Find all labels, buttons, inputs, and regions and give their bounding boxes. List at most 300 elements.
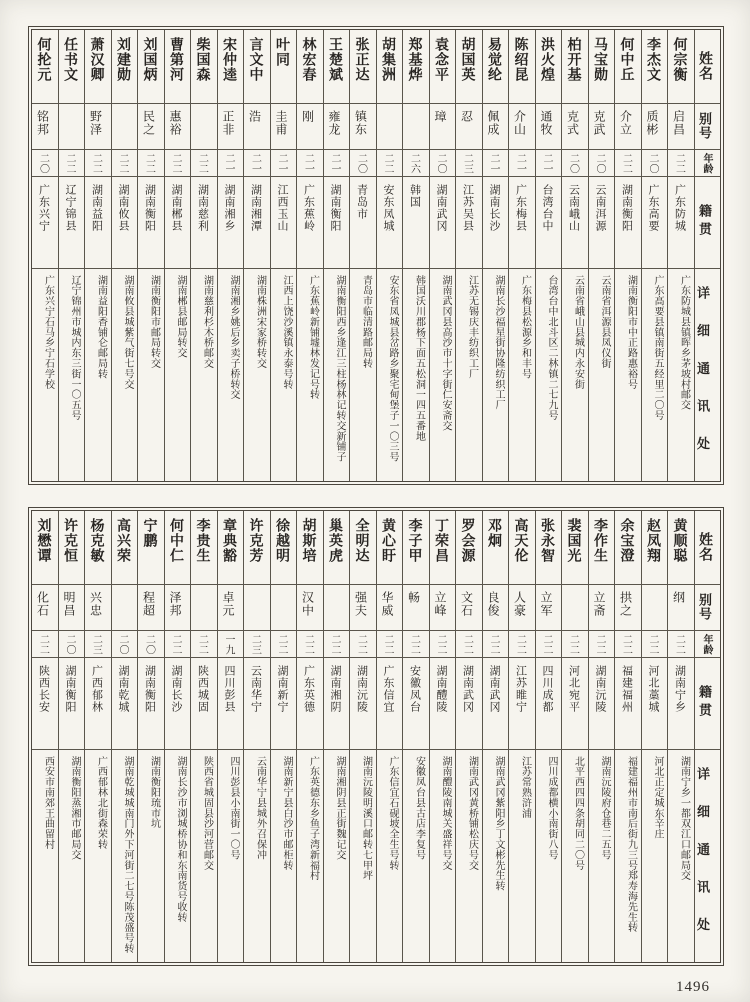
person-origin-cell: 湖南衡阳 [138, 177, 164, 269]
person-address-cell: 湖南衡阳蒸湘市邮局交 [69, 756, 80, 860]
person-age-cell: 二〇 [562, 150, 588, 177]
person-name-cell: 许克芳 [244, 511, 270, 585]
person-origin-cell: 安东凤城 [377, 177, 403, 269]
person-address-cell: 江西上饶沙溪镇永泰号转 [281, 275, 292, 390]
person-origin-cell: 湖南沅陵 [589, 658, 615, 750]
person-name-cell: 全明达 [350, 511, 376, 585]
person-age-cell: 二二 [191, 631, 217, 658]
person-name-cell: 袁念平 [430, 30, 456, 104]
person-column [615, 511, 642, 962]
person-alias-cell [112, 104, 138, 150]
person-age-cell: 二六 [403, 150, 429, 177]
person-origin-cell: 云南华宁 [244, 658, 270, 750]
person-column [350, 30, 377, 481]
person-address-cell: 湖南衡阳市中正路惠裕号 [625, 275, 637, 390]
person-column [165, 511, 192, 962]
person-origin-cell: 湖南新宁 [271, 658, 297, 750]
person-origin-cell: 四川彭县 [218, 658, 244, 750]
person-alias-cell: 兴忠 [85, 585, 111, 631]
person-name-cell: 宋仲逵 [218, 30, 244, 104]
person-alias-cell: 良俊 [483, 585, 509, 631]
person-origin-cell: 湖南慈利 [191, 177, 217, 269]
person-column [536, 30, 563, 481]
person-origin-cell: 福建福州 [615, 658, 641, 750]
person-alias-cell [191, 585, 217, 631]
person-origin-cell: 湖南湘阴 [324, 658, 350, 750]
person-column [403, 511, 430, 962]
person-origin-cell: 湖南湘乡 [218, 177, 244, 269]
person-age-cell: 二二 [589, 631, 615, 658]
person-origin-cell: 江苏睢宁 [509, 658, 535, 750]
person-age-cell: 二一 [271, 150, 297, 177]
person-column [112, 30, 139, 481]
person-name-cell: 胡国英 [456, 30, 482, 104]
person-column [297, 511, 324, 962]
person-name-cell: 何中丘 [615, 30, 641, 104]
person-age-cell: 二二 [615, 150, 641, 177]
person-name-cell: 陈绍昆 [509, 30, 535, 104]
person-name-cell: 裴国光 [562, 511, 588, 585]
person-address-cell: 青岛市临清路邮局转 [360, 275, 372, 369]
person-age-cell: 二二 [165, 631, 191, 658]
header-column [695, 30, 721, 481]
person-name-cell: 李作生 [589, 511, 615, 585]
person-column [642, 511, 669, 962]
person-origin-cell: 安徽凤台 [403, 658, 429, 750]
person-column [32, 511, 59, 962]
person-column [483, 30, 510, 481]
person-alias-cell: 立斋 [589, 585, 615, 631]
person-age-cell: 二二 [483, 631, 509, 658]
person-address-cell: 湖南沅陵府仓巷二五号 [599, 756, 610, 860]
person-origin-cell: 湖南益阳 [85, 177, 111, 269]
person-alias-cell: 佩成 [483, 104, 509, 150]
person-address-cell: 广东防城县镇晖乡茅坡村邮交 [678, 275, 690, 411]
person-column [138, 511, 165, 962]
person-address-cell: 广西郁林北街森荣转 [95, 756, 107, 850]
person-alias-cell: 介立 [615, 104, 641, 150]
person-column [350, 511, 377, 962]
person-column [403, 30, 430, 481]
person-address-cell: 湖南武冈紫阳乡丁文彬先生转 [493, 756, 504, 892]
person-age-cell: 二二 [403, 631, 429, 658]
person-age-cell: 二二 [562, 631, 588, 658]
person-column [59, 511, 86, 962]
person-address-cell: 湖南慈利杉木桥邮交 [201, 275, 213, 369]
person-name-cell: 赵凤翔 [642, 511, 668, 585]
person-name-cell: 林宏春 [297, 30, 323, 104]
person-origin-cell: 广西郁林 [85, 658, 111, 750]
header-origin-label: 籍贯 [695, 177, 721, 269]
person-alias-cell: 克武 [589, 104, 615, 150]
person-age-cell: 二三 [456, 150, 482, 177]
person-origin-cell: 广东高要 [642, 177, 668, 269]
person-column [642, 30, 669, 481]
person-name-cell: 刘国炳 [138, 30, 164, 104]
person-address-cell: 湖南武冈县高沙市十字街仁安斋交 [440, 275, 451, 431]
person-column [218, 30, 245, 481]
person-age-cell: 二二 [297, 631, 323, 658]
person-name-cell: 余宝澄 [615, 511, 641, 585]
person-name-cell: 曹第河 [165, 30, 191, 104]
person-name-cell: 罗会源 [456, 511, 482, 585]
person-name-cell: 高天伦 [509, 511, 535, 585]
person-name-cell: 刘懋谭 [32, 511, 58, 585]
person-column [271, 30, 298, 481]
person-address-cell: 湖南湘乡姚后乡卖子桥转交 [228, 275, 239, 400]
person-age-cell: 二一 [536, 150, 562, 177]
person-age-cell: 二二 [191, 150, 217, 177]
person-address-cell: 湖南湘阴县正街魏记交 [334, 756, 345, 860]
person-name-cell: 柏开基 [562, 30, 588, 104]
person-name-cell: 何中仁 [165, 511, 191, 585]
person-address-cell: 湖南郴县邮局转交 [175, 275, 186, 359]
person-age-cell: 二二 [377, 150, 403, 177]
person-name-cell: 何宗衡 [668, 30, 694, 104]
person-alias-cell: 立军 [536, 585, 562, 631]
person-age-cell: 二〇 [112, 631, 138, 658]
person-origin-cell: 陕西城固 [191, 658, 217, 750]
person-column [377, 30, 404, 481]
person-name-cell: 巢英虎 [324, 511, 350, 585]
person-origin-cell: 辽宁锦县 [59, 177, 85, 269]
person-alias-cell: 畅 [403, 585, 429, 631]
person-alias-cell [271, 585, 297, 631]
person-column [430, 511, 457, 962]
person-column [85, 30, 112, 481]
person-column [562, 30, 589, 481]
header-column [695, 511, 721, 962]
person-alias-cell: 质彬 [642, 104, 668, 150]
person-age-cell: 二一 [324, 150, 350, 177]
person-alias-cell [112, 585, 138, 631]
person-column [165, 30, 192, 481]
person-alias-cell: 忍 [456, 104, 482, 150]
person-age-cell: 二二 [324, 631, 350, 658]
person-column [324, 30, 351, 481]
person-address-cell: 湖南新宁县白沙市邮柜转 [281, 756, 292, 871]
person-alias-cell: 介山 [509, 104, 535, 150]
person-age-cell: 一九 [218, 631, 244, 658]
person-age-cell: 二二 [138, 150, 164, 177]
person-address-cell: 江苏常熟浒浦 [519, 756, 531, 819]
person-alias-cell: 克式 [562, 104, 588, 150]
person-name-cell: 邓炯 [483, 511, 509, 585]
person-origin-cell: 广东信宜 [377, 658, 403, 750]
person-column [377, 511, 404, 962]
header-age-label: 年龄 [695, 631, 721, 658]
person-name-cell: 叶同 [271, 30, 297, 104]
person-origin-cell: 湖南湘潭 [244, 177, 270, 269]
person-alias-cell: 民之 [138, 104, 164, 150]
person-address-cell: 安东省凤城县岔路乡聚宅甸堡子一〇三号 [387, 275, 398, 463]
person-name-cell: 张永智 [536, 511, 562, 585]
person-name-cell: 章典豁 [218, 511, 244, 585]
person-column [32, 30, 59, 481]
person-column [112, 511, 139, 962]
person-column [297, 30, 324, 481]
person-address-cell: 辽宁锦州市城内东三街一〇五号 [69, 275, 80, 421]
person-address-cell: 湖南宁乡一都双江口邮局交 [678, 756, 690, 881]
person-origin-cell: 湖南武冈 [483, 658, 509, 750]
person-address-cell: 湖南衡阳西乡逢江三柱杨林记转交新铺子 [334, 275, 345, 463]
person-origin-cell: 四川成都 [536, 658, 562, 750]
person-age-cell: 二二 [456, 631, 482, 658]
person-address-cell: 四川成都横小南街八号 [546, 756, 557, 860]
person-name-cell: 高兴荣 [112, 511, 138, 585]
person-alias-cell: 圭甫 [271, 104, 297, 150]
person-origin-cell: 湖南醴陵 [430, 658, 456, 750]
person-column [668, 30, 695, 481]
person-name-cell: 刘建勋 [112, 30, 138, 104]
header-origin-label: 籍贯 [695, 658, 721, 750]
person-column [562, 511, 589, 962]
person-address-cell: 北平西四四条胡同二〇号 [572, 756, 584, 871]
person-column [244, 511, 271, 962]
person-age-cell: 二二 [271, 631, 297, 658]
person-address-cell: 四川彭县小南街一〇号 [228, 756, 239, 860]
person-age-cell: 二二 [509, 631, 535, 658]
person-origin-cell: 湖南郴县 [165, 177, 191, 269]
person-alias-cell: 明昌 [59, 585, 85, 631]
person-origin-cell: 湖南攸县 [112, 177, 138, 269]
person-origin-cell: 云南峨山 [562, 177, 588, 269]
person-alias-cell: 立峰 [430, 585, 456, 631]
person-address-cell: 湖南攸县城紫气街七号交 [122, 275, 133, 390]
person-name-cell: 郑基烨 [403, 30, 429, 104]
person-alias-cell: 铭邦 [32, 104, 58, 150]
person-alias-cell: 正非 [218, 104, 244, 150]
person-origin-cell: 湖南武冈 [456, 658, 482, 750]
person-name-cell: 丁荣昌 [430, 511, 456, 585]
person-address-cell: 湖南醴陵南城关盛祥号交 [440, 756, 451, 871]
person-column [483, 511, 510, 962]
person-origin-cell: 江苏吴县 [456, 177, 482, 269]
person-column [191, 511, 218, 962]
person-age-cell: 二二 [59, 150, 85, 177]
person-origin-cell: 湖南乾城 [112, 658, 138, 750]
person-age-cell: 二一 [297, 150, 323, 177]
person-age-cell: 二〇 [430, 150, 456, 177]
person-name-cell: 许克恒 [59, 511, 85, 585]
person-column [85, 511, 112, 962]
person-column [218, 511, 245, 962]
header-alias-label: 别号 [695, 585, 721, 631]
person-alias-cell: 惠裕 [165, 104, 191, 150]
person-origin-cell: 湖南衡阳 [138, 658, 164, 750]
person-address-cell: 湖南衡阳琉市坑 [148, 756, 160, 829]
person-name-cell: 黄顺聪 [668, 511, 694, 585]
person-origin-cell: 广东防城 [668, 177, 694, 269]
person-name-cell: 洪火煌 [536, 30, 562, 104]
person-alias-cell: 人豪 [509, 585, 535, 631]
person-address-cell: 云南华宁县城外召保冲 [254, 756, 266, 860]
person-origin-cell: 江西玉山 [271, 177, 297, 269]
person-alias-cell: 泽邦 [165, 585, 191, 631]
person-address-cell: 韩国沃川郡杨下面五松洞一四五番地 [413, 275, 425, 442]
person-address-cell: 湖南长沙市浏城桥协和东南货号收转 [175, 756, 186, 923]
person-age-cell: 二〇 [350, 150, 376, 177]
person-age-cell: 二一 [483, 150, 509, 177]
header-name-label: 姓名 [695, 511, 721, 585]
person-column [324, 511, 351, 962]
person-origin-cell: 湖南衡阳 [59, 658, 85, 750]
person-age-cell: 二二 [668, 631, 694, 658]
person-alias-cell [403, 104, 429, 150]
person-address-cell: 广东信宜石砚坡全生号转 [387, 756, 398, 871]
person-column [430, 30, 457, 481]
person-alias-cell [244, 585, 270, 631]
person-age-cell: 二二 [112, 150, 138, 177]
person-alias-cell [562, 585, 588, 631]
person-origin-cell: 湖南长沙 [483, 177, 509, 269]
person-origin-cell: 云南洱源 [589, 177, 615, 269]
person-origin-cell: 广东梅县 [509, 177, 535, 269]
person-age-cell: 二二 [377, 631, 403, 658]
person-age-cell: 二二 [430, 631, 456, 658]
person-column [668, 511, 695, 962]
person-age-cell: 二二 [165, 150, 191, 177]
header-address-label: 详细通讯处 [695, 285, 710, 475]
person-name-cell: 徐越明 [271, 511, 297, 585]
person-alias-cell: 卓元 [218, 585, 244, 631]
person-address-cell: 广东兴宁石马乡宁石学校 [42, 275, 54, 390]
person-address-cell: 台湾台中北斗区二林镇二七九号 [546, 275, 557, 421]
person-column [509, 30, 536, 481]
person-address-cell: 云南省峨山县城内永安街 [572, 275, 584, 390]
person-alias-cell: 通牧 [536, 104, 562, 150]
person-column [536, 511, 563, 962]
person-name-cell: 黄心盱 [377, 511, 403, 585]
person-alias-cell: 汉中 [297, 585, 323, 631]
person-alias-cell: 雍龙 [324, 104, 350, 150]
person-name-cell: 马宝勋 [589, 30, 615, 104]
person-age-cell: 二一 [218, 150, 244, 177]
person-alias-cell [191, 104, 217, 150]
person-name-cell: 王楚斌 [324, 30, 350, 104]
person-column [589, 511, 616, 962]
person-alias-cell: 镇东 [350, 104, 376, 150]
person-address-cell: 安徽凤台县古店李复号 [413, 756, 425, 860]
header-name-label: 姓名 [695, 30, 721, 104]
person-name-cell: 言文中 [244, 30, 270, 104]
person-alias-cell: 纲 [668, 585, 694, 631]
person-address-cell: 江苏无锡庆丰纺织工厂 [466, 275, 478, 379]
header-alias-label: 别号 [695, 104, 721, 150]
person-address-cell: 湖南株洲宋家桥转交 [254, 275, 266, 369]
person-alias-cell: 启昌 [668, 104, 694, 150]
person-alias-cell [642, 585, 668, 631]
person-name-cell: 张正达 [350, 30, 376, 104]
person-origin-cell: 青岛市 [350, 177, 376, 269]
person-age-cell: 二二 [615, 631, 641, 658]
person-name-cell: 萧汉卿 [85, 30, 111, 104]
person-address-cell: 湖南武冈黄桥铺松庆号交 [466, 756, 478, 871]
person-alias-cell: 野泽 [85, 104, 111, 150]
person-age-cell: 二〇 [59, 631, 85, 658]
person-address-cell: 云南省洱源县凤仪街 [599, 275, 610, 369]
person-name-cell: 李子甲 [403, 511, 429, 585]
person-name-cell: 李贵生 [191, 511, 217, 585]
person-address-cell: 福建福州市南后街九三号郑寿海先生转 [625, 756, 637, 933]
person-name-cell: 杨克敏 [85, 511, 111, 585]
person-column [59, 30, 86, 481]
person-origin-cell: 湖南宁乡 [668, 658, 694, 750]
person-age-cell: 二二 [350, 631, 376, 658]
person-address-cell: 广东梅县松源乡和丰号 [519, 275, 531, 379]
person-origin-cell: 河北宛平 [562, 658, 588, 750]
person-age-cell: 二二 [32, 631, 58, 658]
person-origin-cell: 湖南衡阳 [615, 177, 641, 269]
person-address-cell: 湖南长沙福星街协隆纺织工厂 [493, 275, 504, 411]
person-origin-cell: 韩国 [403, 177, 429, 269]
person-age-cell: 二〇 [138, 631, 164, 658]
person-address-cell: 河北正定城东辛庄 [652, 756, 663, 840]
person-column [244, 30, 271, 481]
person-column [138, 30, 165, 481]
person-age-cell: 二二 [85, 150, 111, 177]
person-alias-cell: 强夫 [350, 585, 376, 631]
person-alias-cell: 刚 [297, 104, 323, 150]
person-address-cell: 广东英德东乡鱼子湾新福村 [307, 756, 319, 881]
person-origin-cell: 广东英德 [297, 658, 323, 750]
person-alias-cell: 程超 [138, 585, 164, 631]
person-origin-cell: 陕西长安 [32, 658, 58, 750]
person-origin-cell: 湖南长沙 [165, 658, 191, 750]
person-age-cell: 二〇 [32, 150, 58, 177]
person-alias-cell: 浩 [244, 104, 270, 150]
person-column [456, 511, 483, 962]
person-name-cell: 李杰文 [642, 30, 668, 104]
person-alias-cell: 璋 [430, 104, 456, 150]
person-address-cell: 陕西省城固县沙河营邮交 [201, 756, 213, 871]
directory-table-bottom [28, 507, 724, 966]
person-alias-cell: 华威 [377, 585, 403, 631]
person-alias-cell [377, 104, 403, 150]
person-origin-cell: 广东蕉岭 [297, 177, 323, 269]
person-name-cell: 任书文 [59, 30, 85, 104]
person-address-cell: 湖南沅陵明溪口邮转七甲坪 [360, 756, 372, 881]
person-name-cell: 宁鹏 [138, 511, 164, 585]
person-origin-cell: 湖南衡阳 [324, 177, 350, 269]
person-alias-cell: 文石 [456, 585, 482, 631]
person-alias-cell: 拱之 [615, 585, 641, 631]
person-column [456, 30, 483, 481]
person-alias-cell: 化石 [32, 585, 58, 631]
person-name-cell: 柴国森 [191, 30, 217, 104]
person-column [271, 511, 298, 962]
directory-table-top [28, 26, 724, 485]
header-address-label: 详细通讯处 [695, 766, 710, 956]
person-alias-cell [324, 585, 350, 631]
header-age-label: 年龄 [695, 150, 721, 177]
person-name-cell: 何抡元 [32, 30, 58, 104]
person-origin-cell: 湖南沅陵 [350, 658, 376, 750]
person-age-cell: 二三 [85, 631, 111, 658]
person-column [589, 30, 616, 481]
person-name-cell: 易觉纶 [483, 30, 509, 104]
person-age-cell: 二一 [509, 150, 535, 177]
person-origin-cell: 广东兴宁 [32, 177, 58, 269]
person-age-cell: 二二 [642, 631, 668, 658]
person-address-cell: 广东高要县镇南街五经里二〇号 [652, 275, 663, 421]
person-address-cell: 湖南衡阳市邮局转交 [148, 275, 160, 369]
person-column [509, 511, 536, 962]
person-age-cell: 二二 [536, 631, 562, 658]
person-origin-cell: 台湾台中 [536, 177, 562, 269]
person-age-cell: 二〇 [642, 150, 668, 177]
person-age-cell: 二一 [244, 150, 270, 177]
